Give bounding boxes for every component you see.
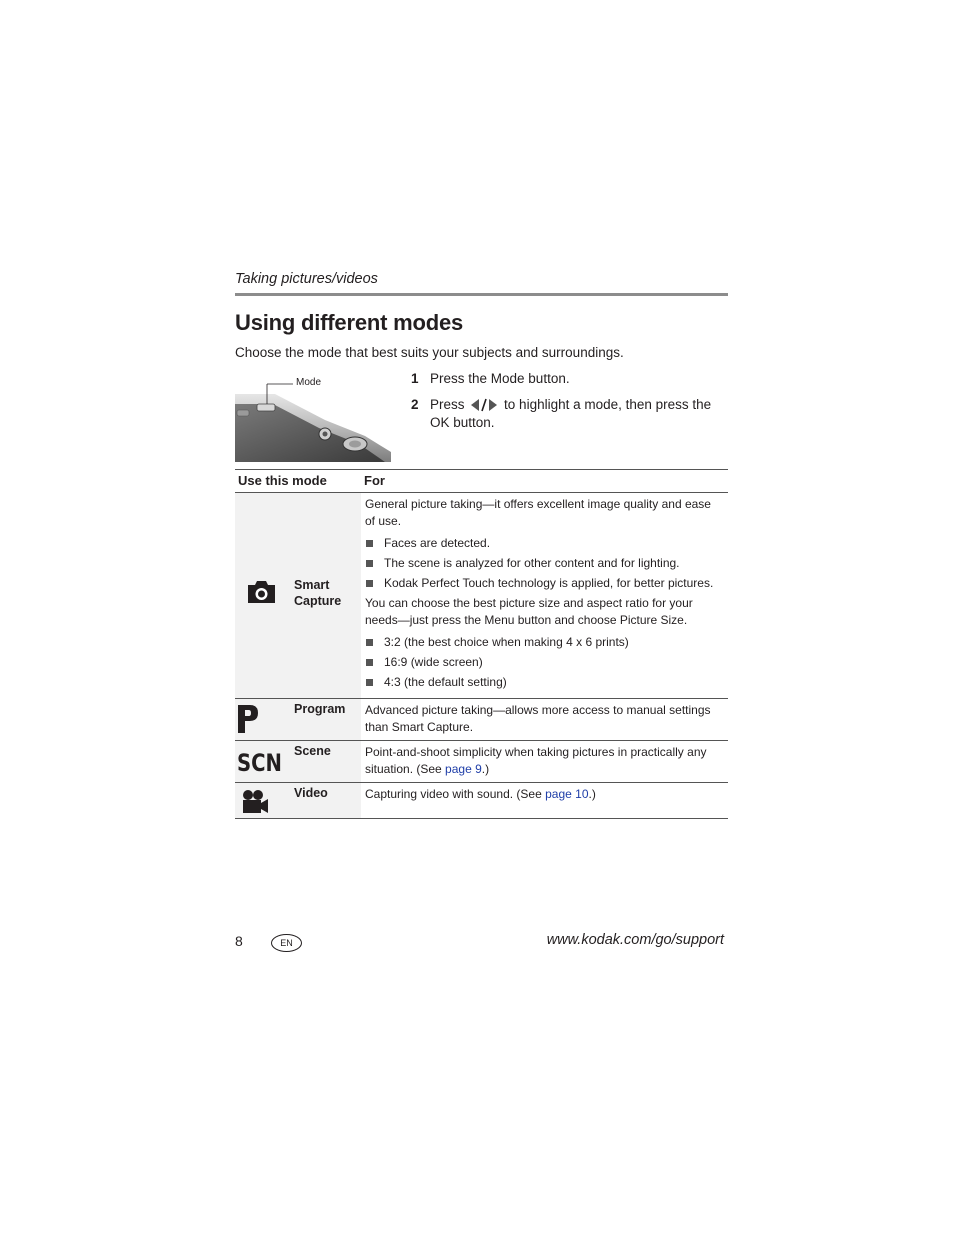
step-text-before: Press [430, 397, 465, 412]
language-badge: EN [271, 934, 302, 952]
mode-name: Program [294, 702, 346, 716]
bullet-square-icon [366, 679, 373, 686]
running-head: Taking pictures/videos [235, 271, 378, 287]
left-right-arrows-icon [470, 398, 498, 412]
program-p-icon [237, 704, 259, 734]
page-9-link[interactable]: page 9 [445, 762, 482, 776]
bullet-square-icon [366, 580, 373, 587]
table-row-program [235, 699, 728, 741]
video-camera-icon [241, 789, 269, 815]
description-cell [361, 493, 728, 699]
page-10-link[interactable]: page 10 [545, 787, 589, 801]
mode-name: Scene [294, 744, 331, 758]
mode-cell [235, 783, 361, 819]
table-row-video [235, 783, 728, 819]
header-rule [235, 293, 728, 296]
description-cell: Advanced picture taking—allows more access to manual settings than Smart Capture. [361, 699, 728, 741]
description-text: You can choose the best picture size and aspect ratio for your needs—just press the Menu button and choose Picture Size. [365, 596, 693, 627]
bullet-square-icon [366, 659, 373, 666]
mode-cell [235, 741, 361, 783]
step-number: 1 [411, 371, 419, 386]
camera-icon [246, 579, 277, 605]
bullet-square-icon [366, 639, 373, 646]
mode-name: Smart Capture [294, 578, 342, 608]
scn-icon [237, 747, 283, 777]
modes-table [235, 469, 728, 819]
description-cell: Capturing video with sound. (See page 10.) [361, 783, 728, 819]
table-row-smart-capture [235, 493, 728, 699]
list-item: 3:2 (the best choice when making 4 x 6 prints) [365, 634, 724, 651]
page-title: Using different modes [235, 310, 464, 335]
intro-text: Choose the mode that best suits your subjects and surroundings. [235, 345, 624, 360]
support-url: www.kodak.com/go/support [546, 932, 724, 948]
list-item: 4:3 (the default setting) [365, 674, 724, 691]
step-text: Press the Mode button. [430, 371, 570, 386]
mode-cell [235, 493, 361, 699]
step-1 [411, 370, 728, 388]
table-row-scene [235, 741, 728, 783]
column-header-for: For [361, 470, 728, 493]
steps-list [411, 370, 728, 440]
list-item: The scene is analyzed for other content and for lighting. [365, 555, 724, 572]
page-number: 8 [235, 933, 243, 949]
list-item: Kodak Perfect Touch technology is applied, for better pictures. [365, 575, 724, 592]
svg-text:SCN: SCN [237, 749, 282, 777]
bullet-square-icon [366, 560, 373, 567]
bullet-square-icon [366, 540, 373, 547]
step-2 [411, 396, 728, 432]
step-number: 2 [411, 397, 419, 412]
column-header-mode: Use this mode [235, 470, 361, 493]
description-cell: Point-and-shoot simplicity when taking pictures in practically any situation. (See page 9.) [361, 741, 728, 783]
list-item: 16:9 (wide screen) [365, 654, 724, 671]
mode-cell [235, 699, 361, 741]
list-item: Faces are detected. [365, 535, 724, 552]
step-text [430, 396, 728, 432]
step-text-after: to highlight a mode, then press the OK button. [430, 397, 712, 430]
mode-button-callout: Mode [296, 377, 322, 388]
description-text: General picture taking—it offers excellent image quality and ease of use. [365, 497, 711, 528]
mode-name: Video [294, 786, 328, 800]
